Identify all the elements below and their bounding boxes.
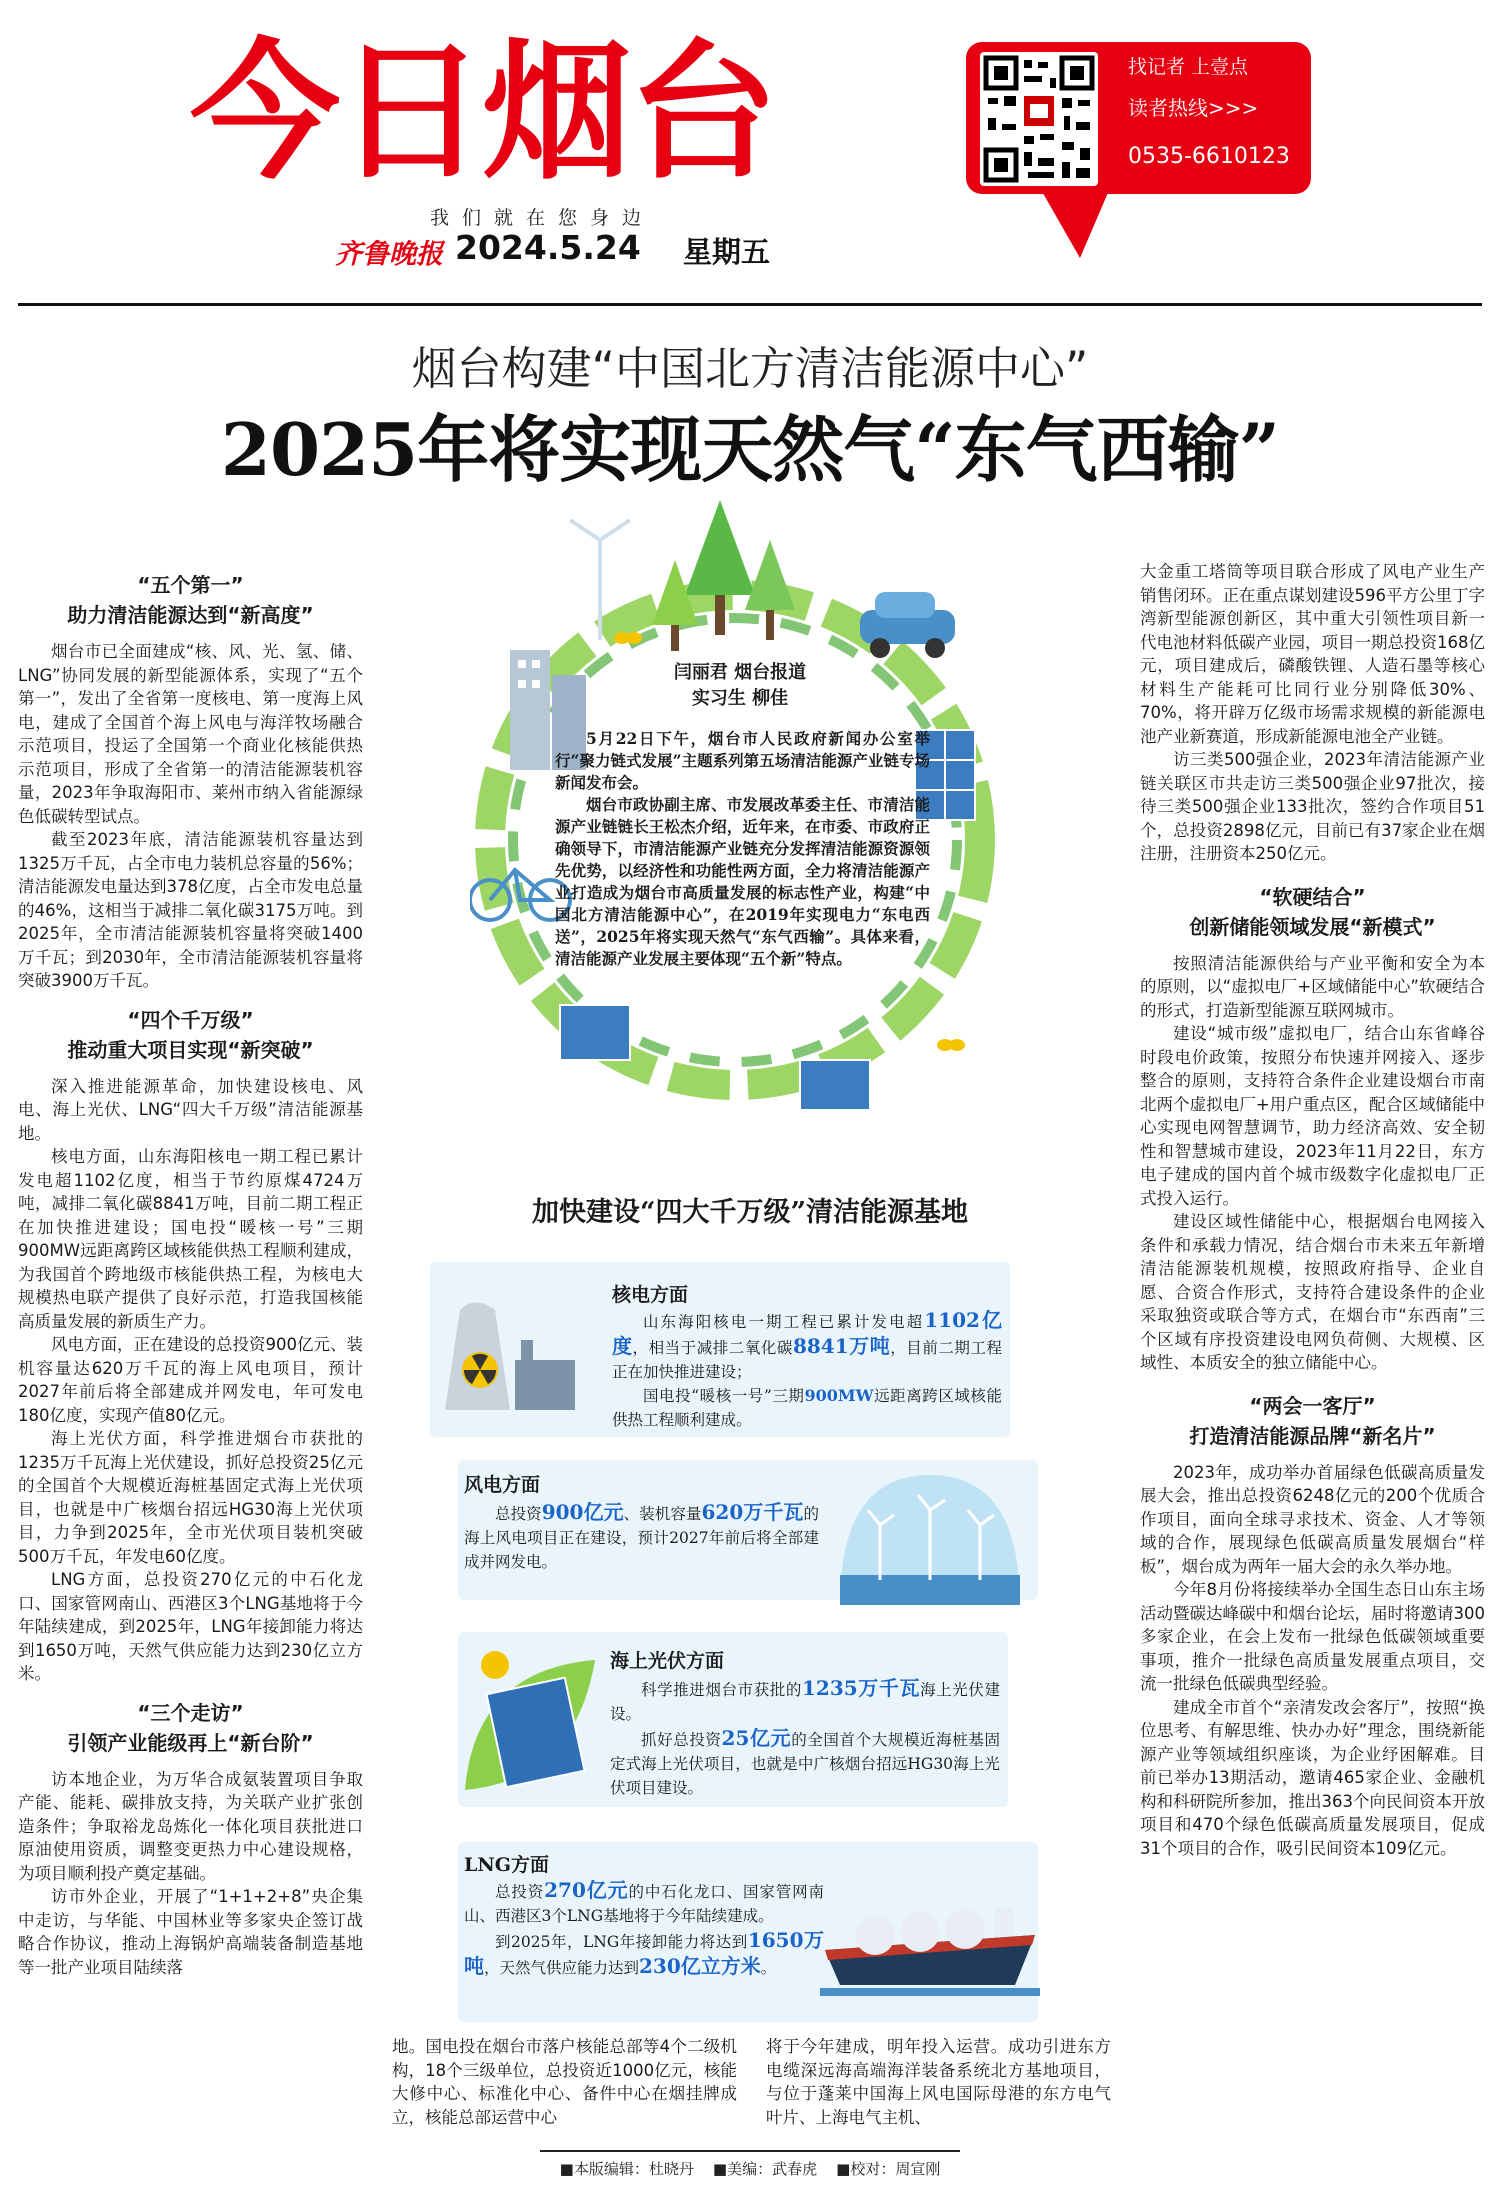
paragraph: 2023年，成功举办首届绿色低碳高质量发展大会，推出总投资6248亿元的200个优质合作项目，面向全球寻求技术、资金、人才等领域的合作，展现绿色低碳高质量发展烟台“样板”，烟台成为两年一届大会的永久举办地。 <box>1140 1462 1485 1576</box>
qr-code-icon[interactable] <box>980 52 1098 186</box>
paragraph: 今年8月份将接续举办全国生态日山东主场活动暨碳达峰碳中和烟台论坛，届时将邀请300多家企业，在会上发布一批绿色低碳领域重要事项，推介一批绿色高质量发展重点项目，交流一批绿色低碳典型经验。 <box>1140 1580 1485 1693</box>
footer-designer: ■美编：武春虎 <box>712 2160 818 2178</box>
paragraph: 访三类500强企业，2023年清洁能源产业链关联区市共走访三类500强企业97批次，接待三类500强企业133批次，签约合作项目51个，总投资2898亿元，目前已有37家企业在烟注册，注册资本250亿元。 <box>1140 750 1485 863</box>
paragraph: 海上光伏方面，科学推进烟台市获批的1235万千瓦海上光伏建设，抓好总投资25亿元的全国首个大规模近海桩基固定式海上光伏项目，也就是中广核烟台招远HG30海上光伏项目，力争到2025年，全市光伏项目装机突破500万千瓦，年发电60亿度。 <box>18 1429 363 1566</box>
byline-reporter: 闫丽君 烟台报道 <box>673 662 807 683</box>
masthead-rule <box>18 303 1482 306</box>
footer-rule <box>540 2150 960 2152</box>
section-title: 助力清洁能源达到“新高度” <box>67 603 314 627</box>
paragraph: 建设“城市级”虚拟电厂，结合山东省峰谷时段电价政策，按照分布快速并网接入、逐步整合的原则，支持符合条件企业建设烟台市南北两个虚拟电厂+用户重点区，配合区域储能中心实现电网智慧调节，助力经济高效、安全韧性和智慧城市建设，2023年11月22日，东方电子建成的国内首个城市级数字化虚拟电厂正式投入运行。 <box>1140 1024 1485 1208</box>
solar-panel-leaf-icon <box>455 1630 615 1810</box>
lng-body: 总投资270亿元的中石化龙口、国家管网南山、西港区3个LNG基地将于今年陆续建成。 到2025年，LNG年接卸能力将达到1650万吨，天然气供应能力达到230亿立方米。 <box>464 1878 825 1978</box>
lng-title: LNG方面 <box>464 1854 549 1876</box>
byline <box>640 660 840 712</box>
headline-kicker: 烟台构建“中国北方清洁能源中心” <box>411 342 1089 395</box>
paragraph: 大金重工塔筒等项目联合形成了风电产业生产销售闭环。正在重点谋划建设596平方公里丁字湾新型能源创新区，其中重大引领性项目新一代电池材料低碳产业园，项目一期总投资168亿元，项目建成后，磷酸铁锂、人造石墨等核心材料生产能耗可比同行业分别降低30%、70%，将开辟万亿级市场需求规模的新能源电池产业新赛道，形成新能源电池全产业链。 <box>1140 562 1485 746</box>
section-tag: “五个第一” <box>137 573 244 597</box>
paragraph: 访市外企业，开展了“1+1+2+8”央企集中走访，与华能、中国林业等多家央企签订战略合作协议，推动上海锅炉高端装备制造基地等一批产业项目陆续落 <box>18 1887 363 1977</box>
stat-value: 8841万吨 <box>792 1334 891 1358</box>
stat-value: 620万千瓦 <box>701 1500 804 1524</box>
section-tag: “两会一客厅” <box>1249 1393 1376 1418</box>
paragraph: 建成全市首个“亲清发改会客厅”，按照“换位思考、有解思维、快办办好”理念，围绕新能源产业等领域组织座谈，为企业纾困解难。目前已举办13期活动，邀请465家企业、金融机构和科研院所参加，推出363个向民间资本开放项目和470个绿色低碳高质量发展项目，促成31个项目的合作，吸引民间资本109亿元。 <box>1140 1697 1485 1858</box>
paragraph: 深入推进能源革命，加快建设核电、风电、海上光伏、LNG“四大千万级”清洁能源基地。 <box>18 1076 363 1143</box>
footer-proofreader: ■校对：周宣刚 <box>836 2160 941 2178</box>
tree-icon <box>652 500 795 651</box>
paragraph: LNG方面，总投资270亿元的中石化龙口、国家管网南山、西港区3个LNG基地将于今年陆续建成，到2025年，LNG年接卸能力将达到1650万吨，天然气供应能力达到230亿立方米。 <box>18 1570 363 1683</box>
section-title: 引领产业能级再上“新台阶” <box>67 1730 314 1755</box>
wind-body: 总投资900亿元、装机容量620万千瓦的海上风电项目正在建设，预计2027年前后将全部建成并网发电。 <box>464 1500 820 1571</box>
stat-value: 900亿元 <box>541 1500 624 1524</box>
section-tag: “软硬结合” <box>1259 884 1366 909</box>
issue-date: 2024.5.24 <box>455 228 641 267</box>
hotline-label: 读者热线>>> <box>1128 96 1259 120</box>
section-title: 推动重大项目实现“新突破” <box>67 1037 314 1062</box>
paragraph: 建设区域性储能中心，根据烟台电网接入条件和承载力情况，结合烟台市未来五年新增清洁能源装机规模，按照政府指导、企业自愿、合资合作形式，支持符合建设条件的企业采取独资或联合等方式，在烟台市“东西南”三个区域有序投资建设电网负荷侧、大规模、区域性、本质安全的独立储能中心。 <box>1140 1212 1485 1372</box>
stat-value: 270亿元 <box>544 1878 629 1902</box>
hotline-slogan: 找记者 上壹点 <box>1128 56 1249 78</box>
hotline-phone[interactable]: 0535-6610123 <box>1128 144 1290 169</box>
paragraph: 截至2023年底，清洁能源装机容量达到1325万千瓦，占全市电力装机总容量的56%；清洁能源发电量达到378亿度，占全市发电总量的46%，这相当于减排二氧化碳3175万吨。到2025年，全市清洁能源装机容量将突破1400万千瓦；到2030年，全市清洁能源装机容量将突破3900万千瓦。 <box>18 830 363 990</box>
offshore-wind-icon <box>830 1455 1030 1615</box>
headline-title: 2025年将实现天然气“东气西输” <box>220 407 1280 492</box>
bottom-strip-1: 地。国电投在烟台市落户核能总部等4个二级机构，18个三级单位，总投资近1000亿元，核能大修中心、标准化中心、备件中心在烟挂牌成立，核能总部运营中心 <box>392 2037 737 2127</box>
stat-value: 900MW <box>804 1386 874 1405</box>
paper-name: 齐鲁晚报 <box>335 239 443 270</box>
lead-paragraph: 5月22日下午，烟台市人民政府新闻办公室举行“聚力链式发展”主题系列第五场清洁能源产业链专场新闻发布会。 <box>555 729 930 792</box>
nuclear-plant-icon <box>425 1270 585 1420</box>
lng-tanker-icon <box>820 1880 1040 2000</box>
solar-body: 科学推进烟台市获批的1235万千瓦海上光伏建设。 抓好总投资25亿元的全国首个大规模近海桩基固定式海上光伏项目，也就是中广核烟台招远HG30海上光伏项目建设。 <box>610 1676 1000 1797</box>
lead-paragraph: 烟台市政协副主席、市发展改革委主任、市清洁能源产业链链长王松杰介绍，近年来，在市委、市政府正确领导下，市清洁能源产业链充分发挥清洁能源资源领先优势，以经济性和功能性两方面，全力将清洁能源产业打造成为烟台市高质量发展的标志性产业，构建“中国北方清洁能源中心”，在2019年实现电力“东电西送”，2025年将实现天然气“东气西输”。具体来看，清洁能源产业发展主要体现“五个新”特点。 <box>555 795 930 968</box>
issue-weekday: 星期五 <box>683 235 771 269</box>
paragraph: 风电方面，正在建设的总投资900亿元、装机容量达620万千瓦的海上风电项目，预计2027年前后将全部建成并网发电，年可发电180亿度，实现产值80亿元。 <box>18 1335 363 1425</box>
stat-value: 1650万吨 <box>464 1928 825 1978</box>
nuclear-title: 核电方面 <box>612 1284 689 1306</box>
footer-credits <box>0 2158 1500 2179</box>
section-tag: “三个走访” <box>137 1700 244 1725</box>
paragraph: 按照清洁能源供给与产业平衡和安全为本的原则，以“虚拟电厂+区域储能中心”软硬结合的形式，打造新型能源互联网城市。 <box>1140 953 1485 1020</box>
paragraph: 访本地企业，为万华合成氨装置项目争取产能、能耗、碳排放支持，为关联产业扩张创造条件；争取裕龙岛炼化一体化项目获批进口原油使用资质，调整变更热力中心建设规格，为项目顺利投产奠定基础。 <box>18 1769 363 1883</box>
stat-value: 1102亿度 <box>612 1308 1002 1358</box>
four-bases-heading: 加快建设“四大千万级”清洁能源基地 <box>531 1197 969 1228</box>
speech-bubble-tail <box>1040 188 1110 258</box>
masthead-logo: 今日烟台 <box>190 26 775 200</box>
stat-value: 25亿元 <box>721 1726 792 1750</box>
section-tag: “四个千万级” <box>127 1007 254 1032</box>
left-column <box>18 570 363 1979</box>
masthead-slogan: 我们就在您身边 <box>430 207 655 229</box>
paragraph: 烟台市已全面建成“核、风、光、氢、储、LNG”协同发展的新型能源体系，实现了“五个第一”，发出了全省第一度核电、第一度海上风电，建成了全国首个海上风电与海洋牧场融合示范项目，投运了全国第一个商业化核能供热示范项目，形成了全省第一的清洁能源装机容量，2023年争取海阳市、莱州市纳入省能源绿色低碳转型试点。 <box>18 642 363 826</box>
bottom-strip-2: 将于今年建成，明年投入运营。成功引进东方电缆深远海高端海洋装备系统北方基地项目，与位于蓬莱中国海上风电国际母港的东方电气叶片、上海电气主机、 <box>766 2037 1111 2127</box>
stat-value: 1235万千瓦 <box>802 1676 921 1700</box>
section-title: 打造清洁能源品牌“新名片” <box>1189 1423 1436 1448</box>
byline-intern: 实习生 柳佳 <box>691 688 789 709</box>
wind-title: 风电方面 <box>464 1474 541 1496</box>
right-column <box>1140 560 1485 1860</box>
section-title: 创新储能领域发展“新模式” <box>1189 914 1436 939</box>
nuclear-body: 山东海阳核电一期工程已累计发电超1102亿度，相当于减排二氧化碳8841万吨，目前二期工程正在加快推进建设； 国电投“暖核一号”三期900MW远距离跨区域核能供热工程顺利建成。 <box>612 1308 1002 1429</box>
stat-value: 230亿立方米 <box>639 1954 761 1978</box>
paragraph: 核电方面，山东海阳核电一期工程已累计发电超1102亿度，相当于节约原煤4724万吨，减排二氧化碳8841万吨，目前二期工程正在加快推进建设；国电投“暖核一号”三期900MW远距离跨区域核能供热工程顺利建成，为我国首个跨地级市核能供热工程，为核电大规模热电联产提供了良好示范，打造我国核能高质量发展的新质生产力。 <box>18 1147 363 1331</box>
footer-editor: ■本版编辑：杜晓丹 <box>559 2160 694 2178</box>
solar-title: 海上光伏方面 <box>610 1650 725 1672</box>
lead-paragraphs <box>555 728 930 970</box>
